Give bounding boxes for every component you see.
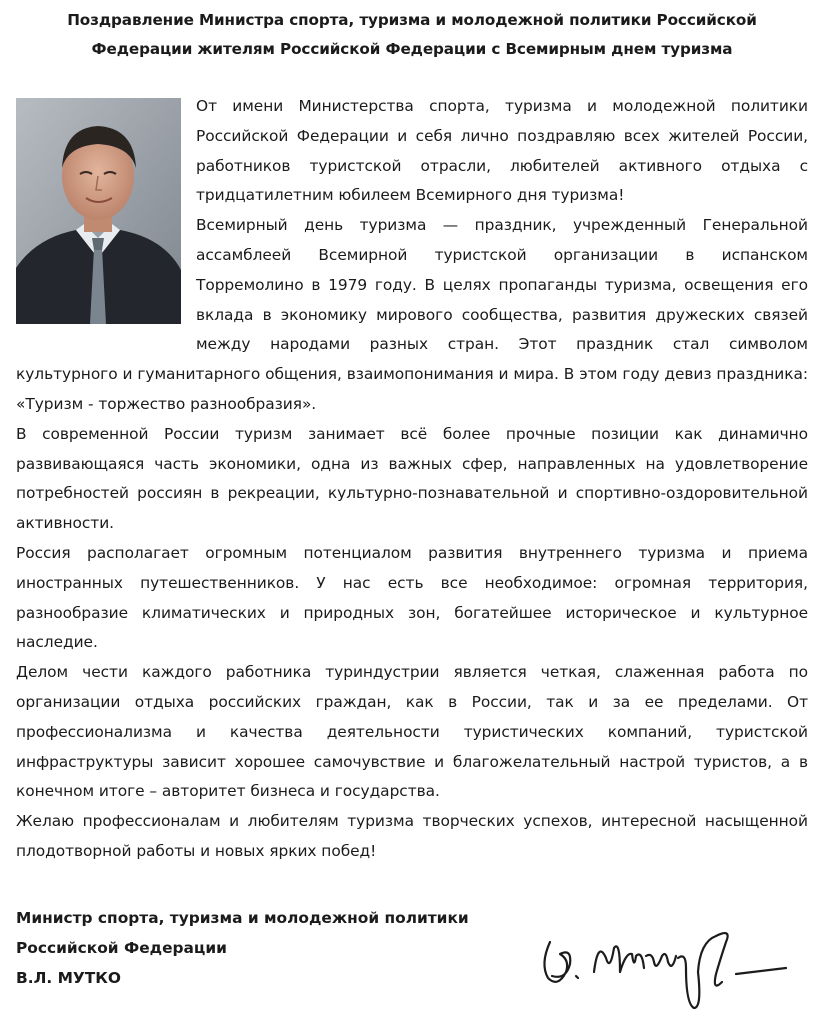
photo-float-spacer [16,92,196,331]
letter-body [16,92,808,867]
paragraph-6: Желаю профессионалам и любителям туризма творческих успехов, интересной насыщенной плодотворной работы и новых ярких побед! [16,812,808,860]
paragraph-4: Россия располагает огромным потенциалом развития внутреннего туризма и приема иностранных путешественников. У нас есть все необходимое: огромная территория, разнообразие климатических и природных зон, богатейшее историческое и культурное наследие. [16,543,808,652]
signatory-block [16,903,469,993]
paragraph-3: В современной России туризм занимает всё более прочные позиции как динамично развивающаяся часть экономики, одна из важных сфер, направленных на удовлетворение потребностей россиян в рекреации, культурно-познавательной и спортивно-оздоровительной активности. [16,424,808,533]
signatory-position: Министр спорта, туризма и молодежной политики [16,909,469,927]
title-line-1: Поздравление Министра спорта, туризма и молодежной политики Российской [67,11,757,29]
handwritten-signature [536,912,806,1022]
paragraph-1: От имени Министерства спорта, туризма и молодежной политики Российской Федерации и себя лично поздравляю всех жителей России, работников туристской отрасли, любителей активного отдыха с тридцатилетним юбилеем Всемирного дня туризма! [196,97,808,205]
paragraph-2: Всемирный день туризма — праздник, учрежденный Генеральной ассамблеей Всемирной туристской организации в испанском Торремолино в 1979 году. В целях пропаганды туризма, освещения его вклада в экономику мирового сообщества, развития дружеских связей между народами разных стран. Этот праздник стал символом культурного и гуманитарного общения, взаимопонимания и мира. В этом году девиз праздника: «Туризм - торжество разнообразия». [16,216,808,413]
title-line-2: Федерации жителям Российской Федерации с Всемирным днем туризма [91,40,733,58]
signatory-country: Российской Федерации [16,939,227,957]
paragraph-5: Делом чести каждого работника туриндустрии является четкая, слаженная работа по организации отдыха российских граждан, как в России, так и за ее пределами. От профессионализма и качества деятельности туристических компаний, туристской инфраструктуры зависит хорошее самочувствие и благожелательный настрой туристов, а в конечном итоге – авторитет бизнеса и государства. [16,663,808,801]
page-title [14,6,810,64]
signatory-name: В.Л. МУТКО [16,969,121,987]
